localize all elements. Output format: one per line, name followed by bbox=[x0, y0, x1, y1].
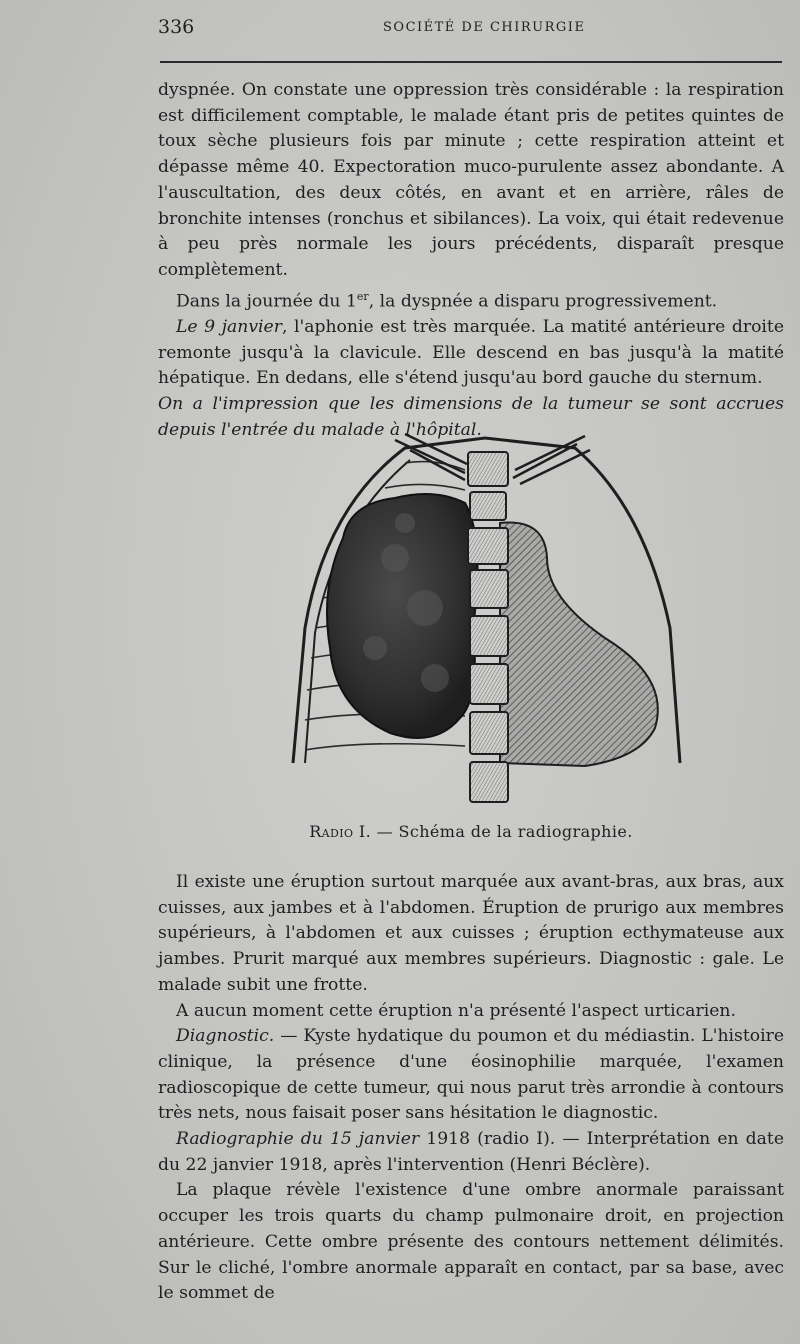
paragraph: Dans la journée du 1er, la dyspnée a disparu progressivement. bbox=[176, 289, 718, 312]
running-head bbox=[158, 16, 788, 44]
paragraph: Radiographie du 15 janvier 1918 (radio I). — Interprétation en date du 22 janvier 1918, après l'intervention (Henri Béclère). bbox=[158, 1129, 785, 1175]
caption-text: — Schéma de la radiographie. bbox=[371, 822, 633, 841]
header-rule bbox=[160, 61, 782, 63]
text-block-bottom bbox=[158, 870, 784, 1307]
caption-label: Radio I. bbox=[309, 822, 372, 841]
text-block-top bbox=[158, 78, 784, 444]
paragraph: On a l'impression que les dimensions de la tumeur se sont accrues depuis l'entrée du malade à l'hôpital. bbox=[158, 394, 784, 440]
paragraph: Il existe une éruption surtout marquée aux avant-bras, aux bras, aux cuisses, aux jambes et à l'abdomen. Éruption de prurigo aux membres supérieurs, à l'abdomen et aux cuisses ; éruption ecthymateuse aux jambes. Prurit marqué aux membres supérieurs. Diagnostic : gale. Le malade subit une frotte. bbox=[158, 872, 784, 995]
radiograph-schema-figure bbox=[285, 428, 685, 808]
paragraph: Diagnostic. — Kyste hydatique du poumon et du médiastin. L'histoire clinique, la présence d'une éosinophilie marquée, l'examen radioscopique de cette tumeur, qui nous parut très arrondie à contours très nets, nous faisait poser sans hésitation le diagnostic. bbox=[158, 1026, 784, 1124]
journal-title: SOCIÉTÉ DE CHIRURGIE bbox=[383, 20, 586, 35]
spine bbox=[468, 452, 508, 802]
heart-shadow bbox=[500, 522, 658, 766]
chest-radiograph-drawing bbox=[285, 428, 685, 808]
paragraph: Le 9 janvier, l'aphonie est très marquée. La matité antérieure droite remonte jusqu'à la clavicule. Elle descend en bas jusqu'à la matité hépatique. En dedans, elle s'étend jusqu'au bord gauche du sternum. bbox=[158, 317, 784, 389]
paragraph: dyspnée. On constate une oppression très considérable : la respiration est difficilement comptable, le malade étant pris de petites quintes de toux sèche plusieurs fois par minute ; cette respiration atteint et dépasse même 40. Expectoration muco-purulente assez abondante. A l'auscultation, des deux côtés, en avant et en arrière, râles de bronchite intenses (ronchus et sibilances). La voix, qui était redevenue à peu près normale les jours précédents, disparaît presque complètement. bbox=[158, 80, 784, 280]
page-number: 336 bbox=[158, 16, 195, 38]
figure-caption bbox=[158, 822, 784, 841]
paragraph: La plaque révèle l'existence d'une ombre anormale paraissant occuper les trois quarts du champ pulmonaire droit, en projection antérieure. Cette ombre présente des contours nettement délimités. Sur le cliché, l'ombre anormale apparaît en contact, par sa base, avec le sommet de bbox=[158, 1180, 784, 1304]
paragraph: A aucun moment cette éruption n'a présenté l'aspect urticarien. bbox=[176, 1000, 736, 1021]
